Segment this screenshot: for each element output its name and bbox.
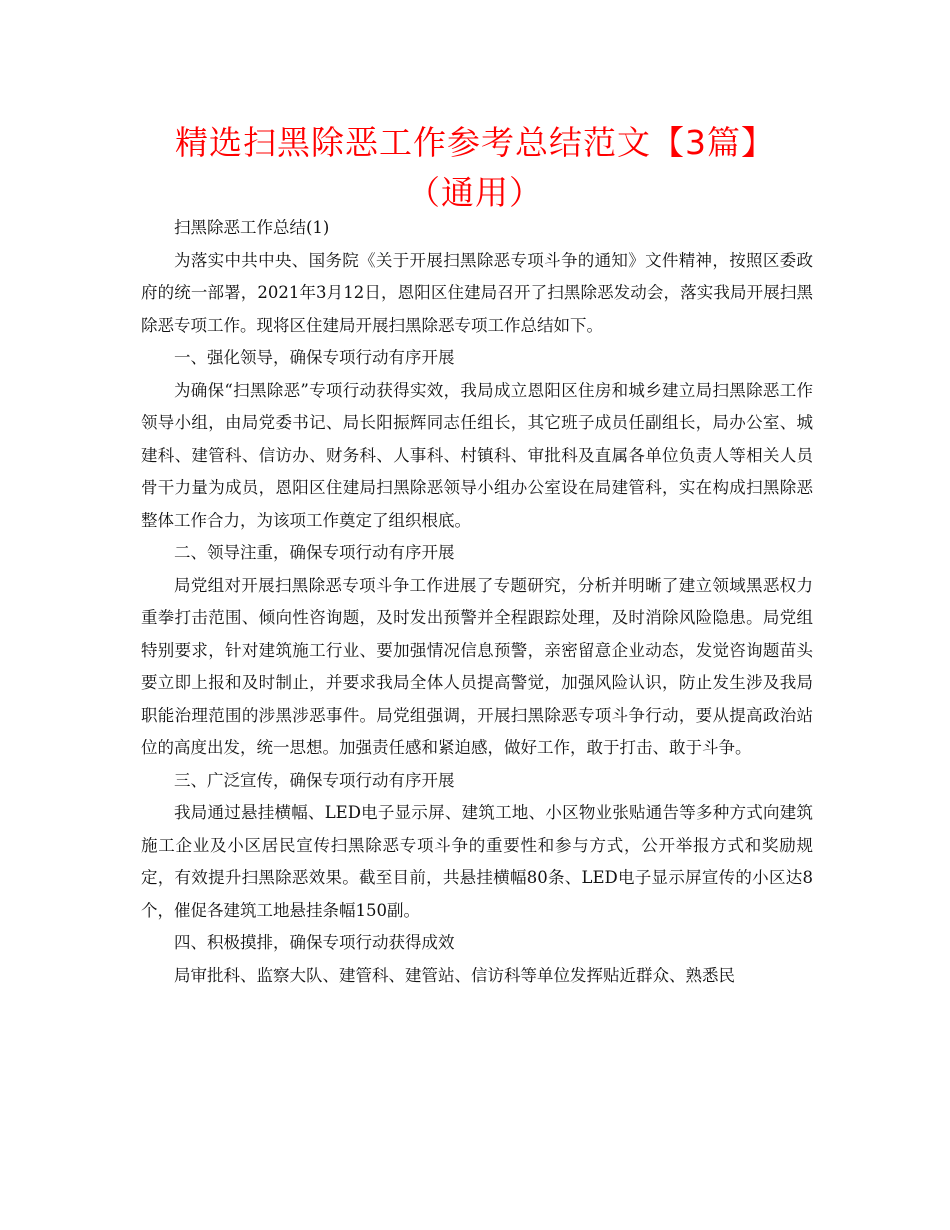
body-paragraph: 为确保“扫黑除恶”专项行动获得实效，我局成立恩阳区住房和城乡建立局扫黑除恶工作领导小组，由局党委书记、局长阳振辉同志任组长，其它班子成员任副组长，局办公室、城建科、建管科、信访办、财务科、人事科、村镇科、审批科及直属各单位负责人等相关人员骨干力量为成员，恩阳区住建局扫黑除恶领导小组办公室设在局建管科，实在构成扫黑除恶整体工作合力，为该项工作奠定了组织根底。: [141, 380, 813, 530]
subtitle-paragraph: 扫黑除恶工作总结(1): [174, 218, 330, 237]
body-paragraph: 局党组对开展扫黑除恶专项斗争工作进展了专题研究，分析并明晰了建立领域黑恶权力重拳打击范围、倾向性咨询题，及时发出预警并全程跟踪处理，及时消除风险隐患。局党组特别要求，针对建筑施工行业、要加强情况信息预警，亲密留意企业动态，发觉咨询题苗头要立即上报和及时制止，并要求我局全体人员提高警觉，加强风险认识，防止发生涉及我局职能治理范围的涉黑涉恶事件。局党组强调，开展扫黑除恶专项斗争行动，要从提高政治站位的高度出发，统一思想。加强责任感和紧迫感，做好工作，敢于打击、敢于斗争。: [141, 575, 813, 757]
section-heading: 一、强化领导，确保专项行动有序开展: [174, 348, 455, 367]
document-body: [141, 212, 813, 992]
body-paragraph: 局审批科、监察大队、建管科、建管站、信访科等单位发挥贴近群众、熟悉民: [174, 965, 735, 985]
section-heading: 二、领导注重，确保专项行动有序开展: [174, 543, 455, 562]
body-paragraph: 为落实中共中央、国务院《关于开展扫黑除恶专项斗争的通知》文件精神，按照区委政府的统一部署，2021年3月12日，恩阳区住建局召开了扫黑除恶发动会，落实我局开展扫黑除恶专项工作。现将区住建局开展扫黑除恶专项工作总结如下。: [141, 250, 813, 335]
section-heading: 三、广泛宣传，确保专项行动有序开展: [174, 770, 455, 790]
document-title: 精选扫黑除恶工作参考总结范文【3篇】（通用）: [175, 123, 775, 212]
body-paragraph: 我局通过悬挂横幅、LED电子显示屏、建筑工地、小区物业张贴通告等多种方式向建筑施工企业及小区居民宣传扫黑除恶专项斗争的重要性和参与方式，公开举报方式和奖励规定，有效提升扫黑除恶效果。截至目前，共悬挂横幅80条、LED电子显示屏宣传的小区达8个，催促各建筑工地悬挂条幅150副。: [141, 803, 813, 920]
section-heading: 四、积极摸排，确保专项行动获得成效: [174, 933, 455, 952]
